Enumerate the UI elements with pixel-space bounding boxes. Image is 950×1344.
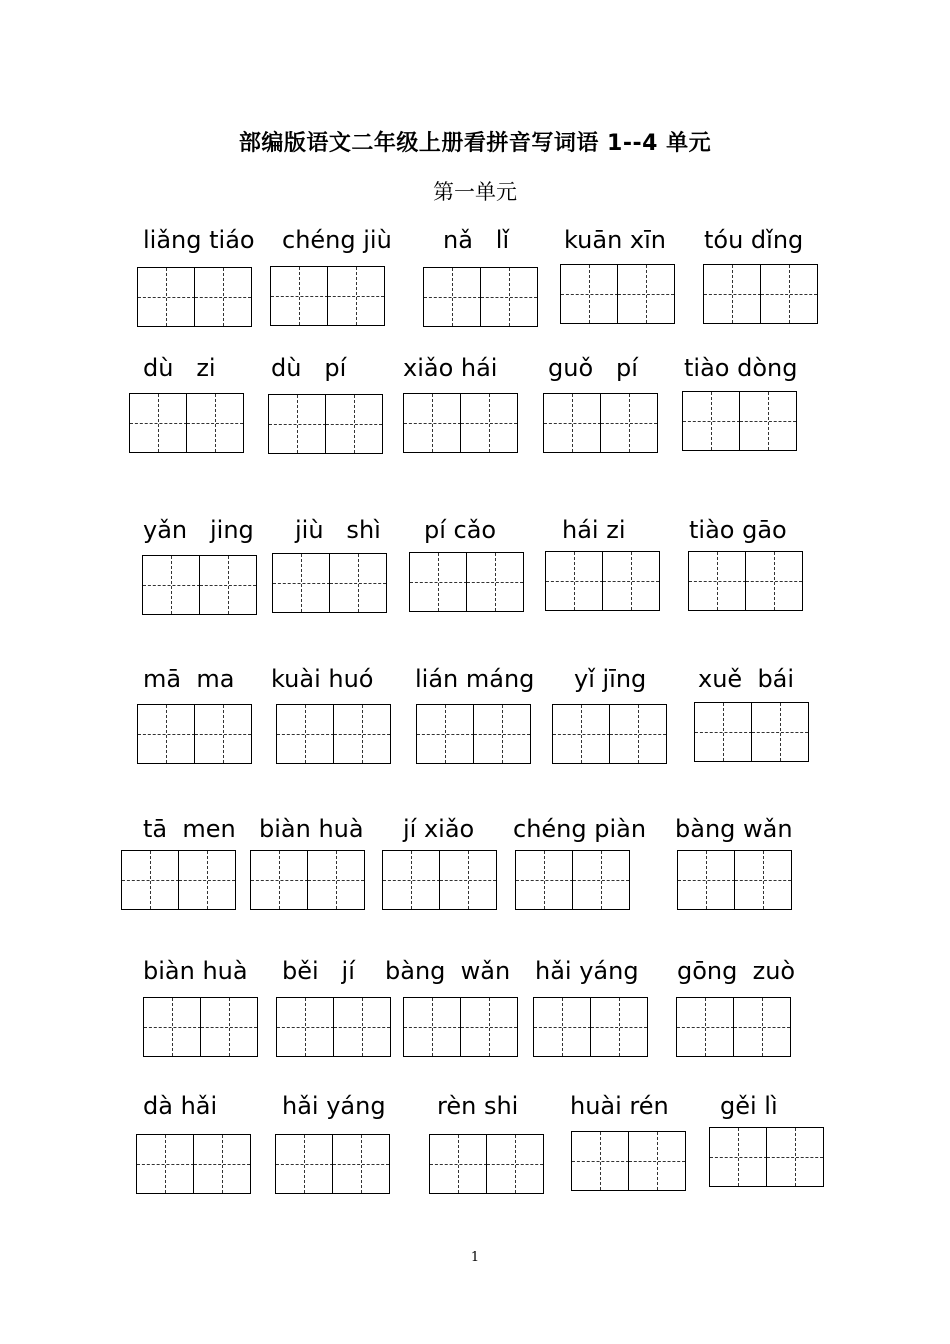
writing-grid[interactable]: [403, 997, 518, 1057]
writing-grid[interactable]: [137, 267, 252, 327]
character-cell[interactable]: [307, 851, 365, 909]
character-cell[interactable]: [276, 1135, 333, 1193]
character-cell[interactable]: [404, 394, 461, 452]
writing-grid[interactable]: [571, 1131, 686, 1191]
character-cell[interactable]: [199, 556, 257, 614]
writing-grid[interactable]: [560, 264, 675, 324]
character-cell[interactable]: [695, 703, 752, 761]
pinyin-prompt: yǐ jīng: [574, 665, 647, 693]
character-cell[interactable]: [186, 394, 244, 452]
character-cell[interactable]: [200, 998, 258, 1056]
page-title: 部编版语文二年级上册看拼音写词语 1--4 单元: [238, 131, 712, 156]
pinyin-prompt: chéng jiù: [282, 226, 392, 254]
character-cell[interactable]: [410, 553, 467, 611]
writing-grid[interactable]: [250, 850, 365, 910]
character-cell[interactable]: [404, 998, 461, 1056]
character-cell[interactable]: [609, 705, 667, 763]
character-cell[interactable]: [333, 705, 391, 763]
writing-grid[interactable]: [682, 391, 797, 451]
writing-grid[interactable]: [409, 552, 524, 612]
pinyin-prompt: xuě bái: [698, 665, 795, 693]
character-cell[interactable]: [751, 703, 809, 761]
character-cell[interactable]: [137, 1135, 194, 1193]
pinyin-prompt: chéng piàn: [513, 815, 647, 843]
pinyin-prompt: tiào gāo: [689, 516, 787, 544]
pinyin-prompt: tiào dòng: [684, 354, 798, 382]
writing-grid[interactable]: [142, 555, 257, 615]
character-cell[interactable]: [269, 395, 326, 453]
character-cell[interactable]: [486, 1135, 544, 1193]
character-cell[interactable]: [572, 1132, 629, 1190]
character-cell[interactable]: [480, 268, 538, 326]
writing-grid[interactable]: [416, 704, 531, 764]
pinyin-prompt: jí xiǎo: [403, 815, 475, 843]
pinyin-prompt: biàn huà: [143, 957, 248, 985]
character-cell[interactable]: [193, 1135, 251, 1193]
character-cell[interactable]: [277, 705, 334, 763]
character-cell[interactable]: [590, 998, 648, 1056]
pinyin-prompt: hǎi yáng: [282, 1092, 386, 1120]
writing-grid[interactable]: [272, 553, 387, 613]
pinyin-prompt: rèn shi: [437, 1092, 519, 1120]
pinyin-prompt: yǎn jing: [143, 516, 254, 544]
pinyin-prompt: gěi lì: [720, 1092, 778, 1120]
character-cell[interactable]: [733, 998, 791, 1056]
character-cell[interactable]: [138, 268, 195, 326]
pinyin-prompt: bàng wǎn: [385, 957, 511, 985]
writing-grid[interactable]: [515, 850, 630, 910]
character-cell[interactable]: [704, 265, 761, 323]
character-cell[interactable]: [194, 268, 252, 326]
pinyin-prompt: liǎng tiáo: [143, 226, 255, 254]
character-cell[interactable]: [766, 1128, 824, 1186]
writing-grid[interactable]: [676, 997, 791, 1057]
character-cell[interactable]: [516, 851, 573, 909]
writing-grid[interactable]: [270, 266, 385, 326]
character-cell[interactable]: [602, 552, 660, 610]
pinyin-prompt: hái zi: [562, 516, 626, 544]
pinyin-prompt: gōng zuò: [677, 957, 796, 985]
character-cell[interactable]: [683, 392, 740, 450]
character-cell[interactable]: [460, 394, 518, 452]
character-cell[interactable]: [734, 851, 792, 909]
character-cell[interactable]: [617, 265, 675, 323]
writing-grid[interactable]: [545, 551, 660, 611]
character-cell[interactable]: [144, 998, 201, 1056]
pinyin-prompt: biàn huà: [259, 815, 364, 843]
character-cell[interactable]: [277, 998, 334, 1056]
pinyin-prompt: lián máng: [415, 665, 535, 693]
character-cell[interactable]: [273, 554, 330, 612]
writing-grid[interactable]: [137, 704, 252, 764]
pinyin-prompt: xiǎo hái: [403, 354, 498, 382]
pinyin-prompt: tóu dǐng: [704, 226, 804, 254]
pinyin-prompt: guǒ pí: [548, 354, 638, 382]
pinyin-prompt: pí cǎo: [424, 516, 497, 544]
character-cell[interactable]: [466, 553, 524, 611]
pinyin-prompt: bàng wǎn: [675, 815, 793, 843]
character-cell[interactable]: [628, 1132, 686, 1190]
character-cell[interactable]: [332, 1135, 390, 1193]
writing-grid[interactable]: [275, 1134, 390, 1194]
character-cell[interactable]: [561, 265, 618, 323]
character-cell[interactable]: [271, 267, 328, 325]
character-cell[interactable]: [460, 998, 518, 1056]
character-cell[interactable]: [546, 552, 603, 610]
pinyin-prompt: kuān xīn: [564, 226, 666, 254]
pinyin-prompt: huài rén: [570, 1092, 669, 1120]
writing-grid[interactable]: [382, 850, 497, 910]
character-cell[interactable]: [143, 556, 200, 614]
character-cell[interactable]: [251, 851, 308, 909]
pinyin-prompt: hǎi yáng: [535, 957, 639, 985]
pinyin-prompt: mā ma: [143, 665, 235, 693]
character-cell[interactable]: [760, 265, 818, 323]
writing-grid[interactable]: [703, 264, 818, 324]
writing-grid[interactable]: [694, 702, 809, 762]
character-cell[interactable]: [534, 998, 591, 1056]
character-cell[interactable]: [678, 851, 735, 909]
character-cell[interactable]: [194, 705, 252, 763]
character-cell[interactable]: [473, 705, 531, 763]
character-cell[interactable]: [383, 851, 440, 909]
character-cell[interactable]: [130, 394, 187, 452]
writing-grid[interactable]: [129, 393, 244, 453]
writing-grid[interactable]: [136, 1134, 251, 1194]
writing-grid[interactable]: [533, 997, 648, 1057]
character-cell[interactable]: [178, 851, 236, 909]
pinyin-prompt: kuài huó: [271, 665, 374, 693]
unit-heading: 第一单元: [433, 180, 517, 204]
writing-grid[interactable]: [423, 267, 538, 327]
character-cell[interactable]: [572, 851, 630, 909]
writing-grid[interactable]: [268, 394, 383, 454]
character-cell[interactable]: [745, 552, 803, 610]
pinyin-prompt: nǎ lǐ: [443, 226, 510, 254]
writing-grid[interactable]: [709, 1127, 824, 1187]
writing-grid[interactable]: [121, 850, 236, 910]
writing-grid[interactable]: [403, 393, 518, 453]
character-cell[interactable]: [424, 268, 481, 326]
character-cell[interactable]: [138, 705, 195, 763]
writing-grid[interactable]: [143, 997, 258, 1057]
character-cell[interactable]: [333, 998, 391, 1056]
writing-grid[interactable]: [429, 1134, 544, 1194]
character-cell[interactable]: [439, 851, 497, 909]
character-cell[interactable]: [544, 394, 601, 452]
character-cell[interactable]: [417, 705, 474, 763]
pinyin-prompt: dù pí: [271, 354, 347, 382]
character-cell[interactable]: [553, 705, 610, 763]
character-cell[interactable]: [327, 267, 385, 325]
writing-grid[interactable]: [688, 551, 803, 611]
writing-grid[interactable]: [552, 704, 667, 764]
character-cell[interactable]: [710, 1128, 767, 1186]
character-cell[interactable]: [689, 552, 746, 610]
writing-grid[interactable]: [276, 704, 391, 764]
writing-grid[interactable]: [276, 997, 391, 1057]
page-number: 1: [470, 1250, 480, 1265]
pinyin-prompt: dù zi: [143, 354, 216, 382]
writing-grid[interactable]: [543, 393, 658, 453]
character-cell[interactable]: [600, 394, 658, 452]
writing-grid[interactable]: [677, 850, 792, 910]
pinyin-prompt: dà hǎi: [143, 1092, 218, 1120]
character-cell[interactable]: [677, 998, 734, 1056]
pinyin-prompt: jiù shì: [295, 516, 381, 544]
pinyin-prompt: tā men: [143, 815, 236, 843]
character-cell[interactable]: [122, 851, 179, 909]
character-cell[interactable]: [430, 1135, 487, 1193]
character-cell[interactable]: [325, 395, 383, 453]
character-cell[interactable]: [329, 554, 387, 612]
character-cell[interactable]: [739, 392, 797, 450]
pinyin-prompt: běi jí: [282, 957, 355, 985]
